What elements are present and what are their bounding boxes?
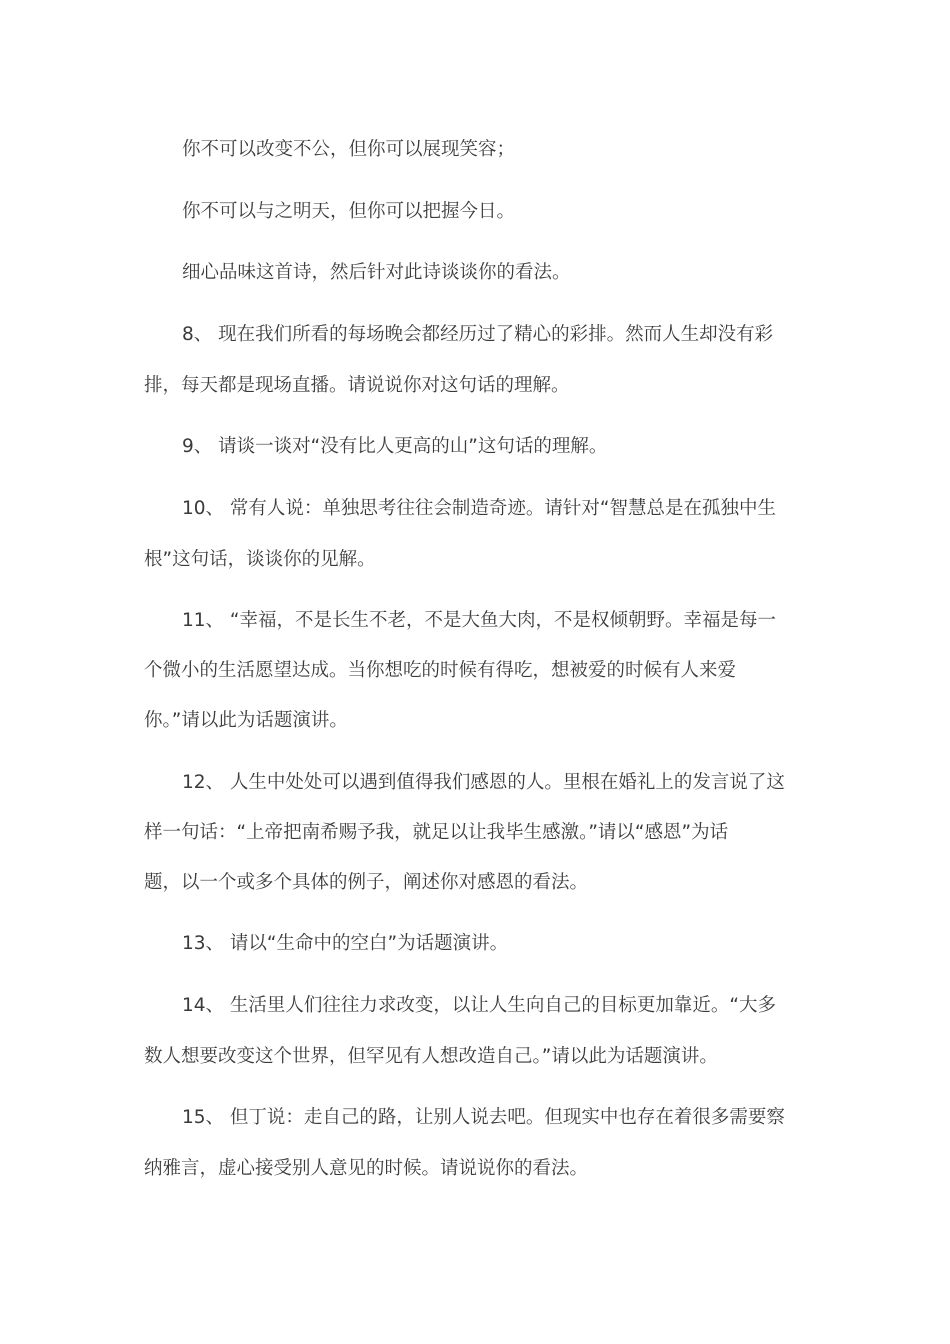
question-14-line-1: 14、 生活里人们往往力求改变，以让人生向自己的目标更加靠近。“大多	[182, 995, 777, 1016]
question-14-line-2: 数人想要改变这个世界，但罕见有人想改造自己。”请以此为话题演讲。	[144, 1046, 718, 1067]
question-11-line-3: 你。”请以此为话题演讲。	[144, 710, 348, 731]
poem-instruction: 细心品味这首诗，然后针对此诗谈谈你的看法。	[182, 262, 571, 283]
question-11-line-1: 11、 “幸福，不是长生不老，不是大鱼大肉，不是权倾朝野。幸福是每一	[182, 610, 777, 631]
question-11-line-2: 个微小的生活愿望达成。当你想吃的时候有得吃，想被爱的时候有人来爱	[144, 660, 737, 681]
question-12-line-2: 样一句话：“上帝把南希赐予我，就足以让我毕生感激。”请以“感恩”为话	[144, 822, 729, 843]
poem-line-2: 你不可以与之明天，但你可以把握今日。	[182, 201, 516, 222]
question-12-line-1: 12、 人生中处处可以遇到值得我们感恩的人。里根在婚礼上的发言说了这	[182, 772, 785, 793]
poem-line-1: 你不可以改变不公，但你可以展现笑容；	[182, 139, 516, 160]
question-15-line-1: 15、 但丁说：走自己的路，让别人说去吧。但现实中也存在着很多需要察	[182, 1107, 785, 1128]
question-13: 13、 请以“生命中的空白”为话题演讲。	[182, 933, 509, 954]
question-12-line-3: 题，以一个或多个具体的例子，阐述你对感恩的看法。	[144, 872, 589, 893]
question-15-line-2: 纳雅言，虚心接受别人意见的时候。请说说你的看法。	[144, 1158, 589, 1179]
question-10-line-2: 根”这句话，谈谈你的见解。	[144, 549, 376, 570]
question-8-line-1: 8、 现在我们所看的每场晚会都经历过了精心的彩排。然而人生却没有彩	[182, 324, 774, 345]
question-8-line-2: 排，每天都是现场直播。请说说你对这句话的理解。	[144, 375, 570, 396]
question-9: 9、 请谈一谈对“没有比人更高的山”这句话的理解。	[182, 436, 608, 457]
question-10-line-1: 10、 常有人说：单独思考往往会制造奇迹。请针对“智慧总是在孤独中生	[182, 498, 777, 519]
